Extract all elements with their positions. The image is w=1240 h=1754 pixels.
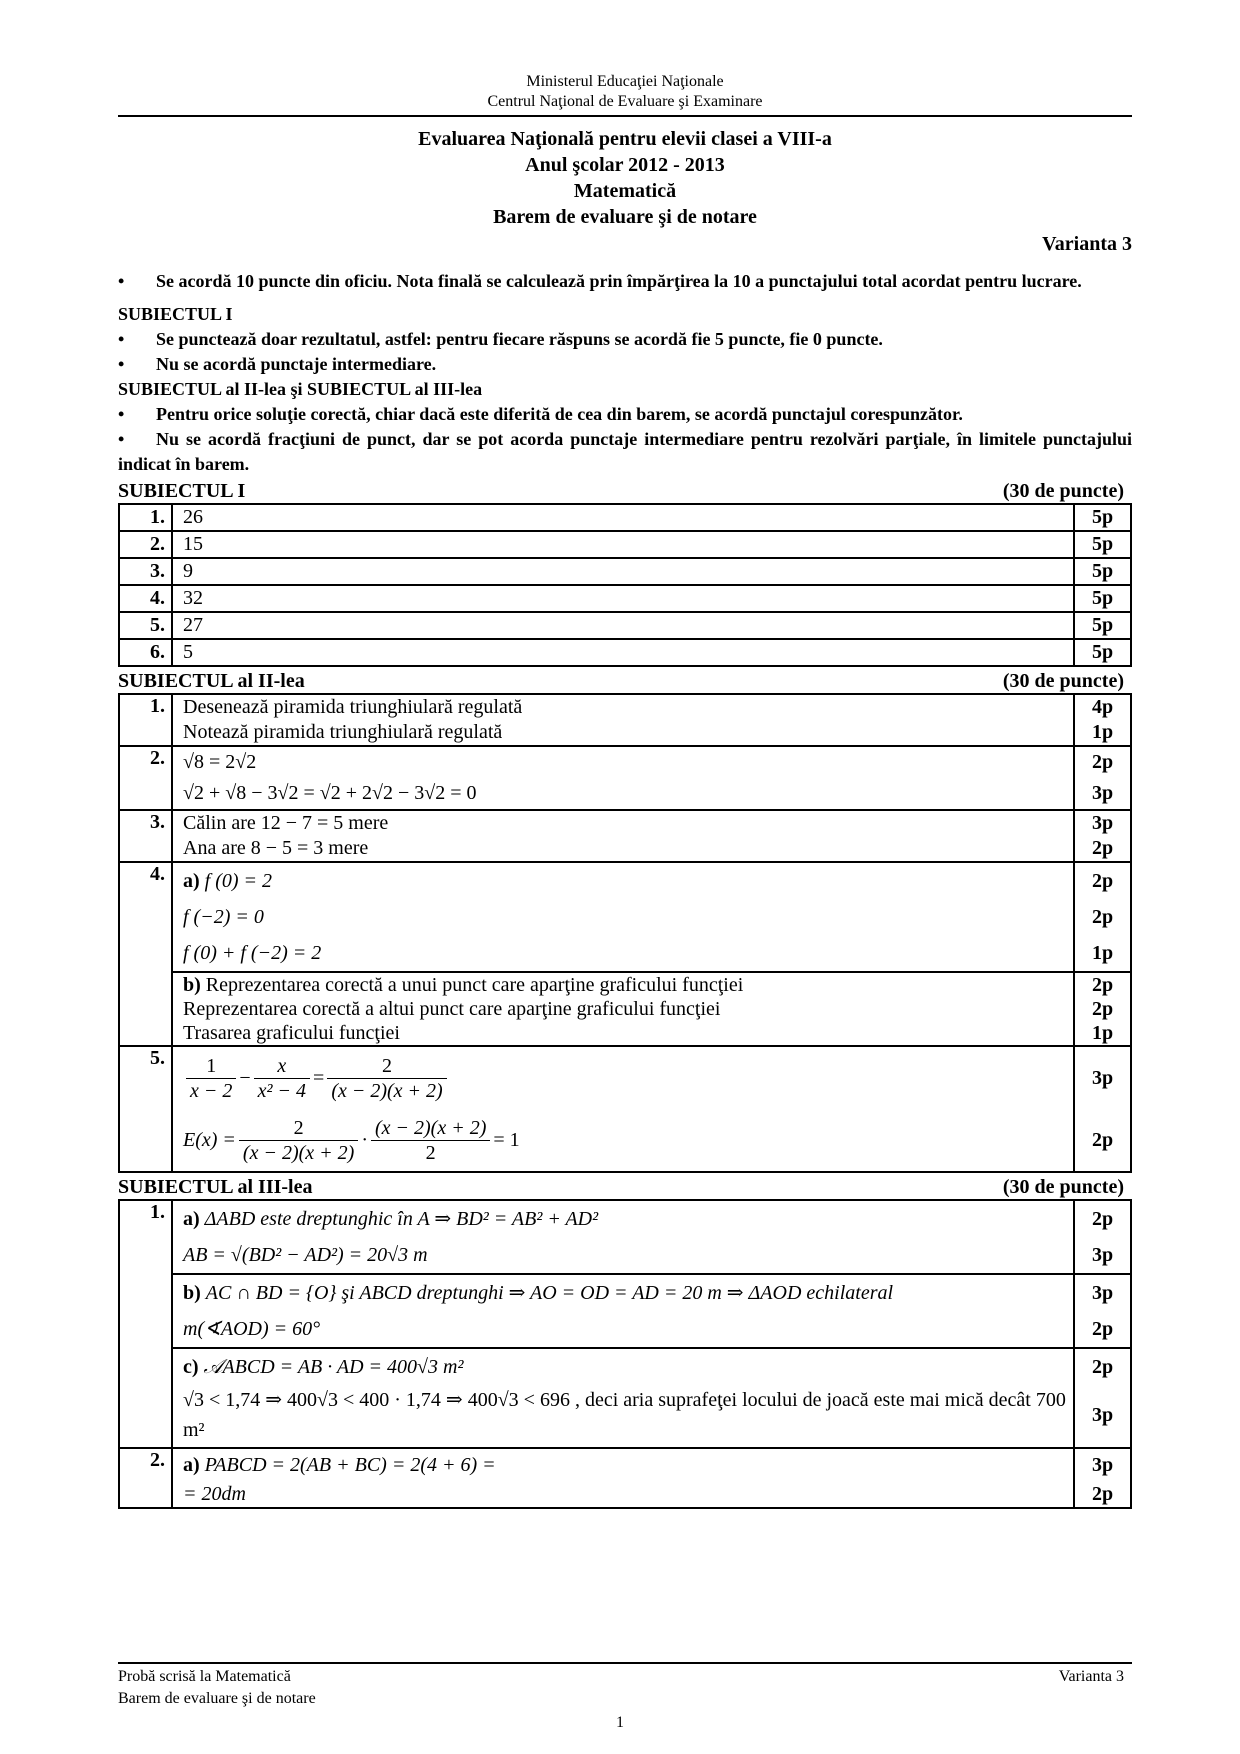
table-row xyxy=(119,558,1131,585)
subject-2-table xyxy=(118,693,1132,1173)
table-row xyxy=(119,585,1131,612)
footer-exam: Probă scrisă la Matematică xyxy=(118,1668,291,1685)
answer-cell: 26 xyxy=(172,504,1074,531)
table-row: b) AC ∩ BD = {O} şi ABCD dreptunghi ⇒ AO = OD = AD = 20 m ⇒ ΔAOD echilateral m(∢AOD) = 60° 3p 2p xyxy=(119,1274,1131,1348)
subject-2-heading: SUBIECTUL al II-lea (30 de puncte) xyxy=(118,670,1124,692)
table-row: 1. a) ΔABD este dreptunghic în A ⇒ BD² = AB² + AD² AB = √(BD² − AD²) = 20√3 m 2p 3p xyxy=(119,1200,1131,1274)
table-row xyxy=(119,612,1131,639)
school-year: Anul şcolar 2012 - 2013 xyxy=(525,154,725,176)
table-row: 1. Desenează piramida triunghiulară regulată Notează piramida triunghiulară regulată 4p 1p xyxy=(119,694,1131,746)
page-footer xyxy=(118,1662,1132,1710)
table-row xyxy=(119,639,1131,666)
subject-1-table xyxy=(118,503,1132,667)
variant-label: Varianta 3 xyxy=(1042,233,1132,255)
answer-cell: 15 xyxy=(172,531,1074,558)
footer-doc-type: Barem de evaluare şi de notare xyxy=(118,1690,316,1707)
points-cell: 5p xyxy=(1074,639,1131,666)
table-row: b) Reprezentarea corectă a unui punct care aparţine graficului funcţiei Reprezentarea corectă a altui punct care aparţine graficului funcţiei Trasarea graficului funcţiei 2p 2p 1p xyxy=(119,972,1131,1046)
rules-subject-1-title: SUBIECTUL I xyxy=(118,304,233,324)
item-number: 1. xyxy=(119,504,172,531)
equation-expression-e: E(x) = $\frac{2}{(x - 2)(x + 2)}$ · $\frac{(x - 2)(x + 2)}{2}$ = 1 xyxy=(183,1116,520,1164)
points-cell: 5p xyxy=(1074,612,1131,639)
rule-2: • Se punctează doar rezultatul, astfel: pentru fiecare răspuns se acordă fie 5 puncte, fie 0 puncte. xyxy=(118,329,883,349)
points-cell: 5p xyxy=(1074,585,1131,612)
subject-name: Matematică xyxy=(573,180,677,202)
points-cell: 5p xyxy=(1074,558,1131,585)
subject-3-heading: SUBIECTUL al III-lea (30 de puncte) xyxy=(118,1176,1124,1198)
points-cell: 5p xyxy=(1074,531,1131,558)
footer-variant: Varianta 3 xyxy=(1058,1668,1124,1685)
answer-cell: 27 xyxy=(172,612,1074,639)
page-number: 1 xyxy=(616,1714,624,1731)
ministry-name: Ministerul Educaţiei Naţionale xyxy=(526,73,724,90)
rule-1: • Se acordă 10 puncte din oficiu. Nota finală se calculează prin împărţirea la 10 a punctajului total acordat pentru lucrare. xyxy=(118,271,1082,291)
table-row xyxy=(119,504,1131,531)
center-name: Centrul Naţional de Evaluare şi Examinare xyxy=(487,93,763,110)
header-divider xyxy=(118,115,1132,117)
rules-subject-2-3-title: SUBIECTUL al II-lea şi SUBIECTUL al III-lea xyxy=(118,379,483,399)
subject-3-table xyxy=(118,1199,1132,1509)
table-row: 3. Călin are 12 − 7 = 5 mere Ana are 8 − 5 = 3 mere 3p 2p xyxy=(119,810,1131,862)
subject-1-heading: SUBIECTUL I (30 de puncte) xyxy=(118,480,1124,502)
item-number: 6. xyxy=(119,639,172,666)
table-row: 4. a) f (0) = 2 f (−2) = 0 f (0) + f (−2) = 2 2p 2p 1p xyxy=(119,862,1131,972)
rule-3: • Nu se acordă punctaje intermediare. xyxy=(118,354,437,374)
points-cell: 5p xyxy=(1074,504,1131,531)
document-type: Barem de evaluare şi de notare xyxy=(493,206,757,228)
rule-5: • Nu se acordă fracţiuni de punct, dar se pot acorda punctaje intermediare pentru rezolvări parţiale, în limitele punctajului indicat în barem. xyxy=(118,429,1132,474)
table-row: 5. $\frac{1}{x - 2}$ − $\frac{x}{\text{x² − 4}}$ = $\frac{2}{(x - 2)(x + 2)}$ E(x) = $\frac{2}{(x - 2)(x + 2)}$ · $\frac{(x - 2)(x + 2)}{2}$ = 1 3p 2p xyxy=(119,1046,1131,1172)
grading-rules xyxy=(118,269,1132,477)
document-page xyxy=(118,72,1132,1509)
item-number: 4. xyxy=(119,585,172,612)
equation-fraction-sum: $\frac{1}{x - 2}$ − $\frac{x}{\text{x² − 4}}$ = $\frac{2}{(x - 2)(x + 2)}$ xyxy=(183,1047,1073,1109)
table-row: 2. √8 = 2√2 √2 + √8 − 3√2 = √2 + 2√2 − 3√2 = 0 2p 3p xyxy=(119,746,1131,810)
answer-cell: 5 xyxy=(172,639,1074,666)
item-number: 2. xyxy=(119,531,172,558)
table-row: c) 𝒜ABCD = AB · AD = 400√3 m² √3 < 1,74 ⇒ 400√3 < 400 · 1,74 ⇒ 400√3 < 696 , deci aria suprafeţei locului de joacă este mai mică decât 700 m² 2p 3p xyxy=(119,1348,1131,1448)
answer-cell: 32 xyxy=(172,585,1074,612)
answer-cell: 9 xyxy=(172,558,1074,585)
item-number: 5. xyxy=(119,612,172,639)
item-number: 3. xyxy=(119,558,172,585)
exam-title: Evaluarea Naţională pentru elevii clasei a VIII-a xyxy=(418,128,832,150)
table-row xyxy=(119,531,1131,558)
rule-4: • Pentru orice soluţie corectă, chiar dacă este diferită de cea din barem, se acordă punctajul corespunzător. xyxy=(118,404,963,424)
table-row: 2. a) PABCD = 2(AB + BC) = 2(4 + 6) = = 20dm 3p 2p xyxy=(119,1448,1131,1508)
